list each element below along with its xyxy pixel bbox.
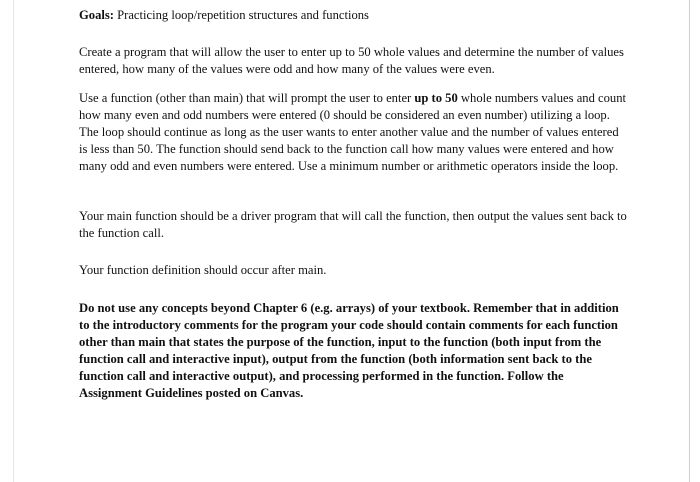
paragraph2-bold: up to 50 bbox=[414, 91, 458, 105]
goals-label: Goals: bbox=[79, 8, 114, 22]
goals-text: Practicing loop/repetition structures and functions bbox=[113, 8, 369, 22]
document-body bbox=[79, 7, 629, 402]
paragraph-main-function: Your main function should be a driver program that will call the function, then output the values sent back to the function call. bbox=[79, 209, 627, 240]
paragraph5-bold: Do not use any concepts beyond Chapter 6 (e.g. arrays) of your textbook. Remember that in addition to the introductory comments for the program your code should contain comments for each function other than main that states the purpose of the function, input to the function (both input from the function call and interactive input), output from the function (both information sent back to the function call and interactive output), and processing performed in the function. Follow the Assignment Guidelines posted on Canvas. bbox=[79, 301, 619, 400]
paragraph-restrictions bbox=[79, 300, 629, 402]
page-left-edge bbox=[13, 0, 14, 482]
goals-line bbox=[79, 7, 629, 24]
paragraph2-part1: Use a function (other than main) that will prompt the user to enter bbox=[79, 91, 415, 105]
paragraph-program-description: Create a program that will allow the user to enter up to 50 whole values and determine the number of values entered, how many of the values were odd and how many of the values were even. bbox=[79, 45, 624, 76]
page-right-edge bbox=[689, 0, 690, 482]
paragraph2-part2: whole numbers values and count how many even and odd numbers were entered (0 should be considered an even number) utilizing a loop. The loop should continue as long as the user wants to enter another value and the number of values entered is less than 50. The function should send back to the function call how many values were entered and how many odd and even numbers were entered. Use a minimum number or arithmetic operators inside the loop. bbox=[79, 91, 627, 173]
paragraph-function-requirements bbox=[79, 90, 629, 175]
paragraph-function-definition: Your function definition should occur after main. bbox=[79, 263, 327, 277]
